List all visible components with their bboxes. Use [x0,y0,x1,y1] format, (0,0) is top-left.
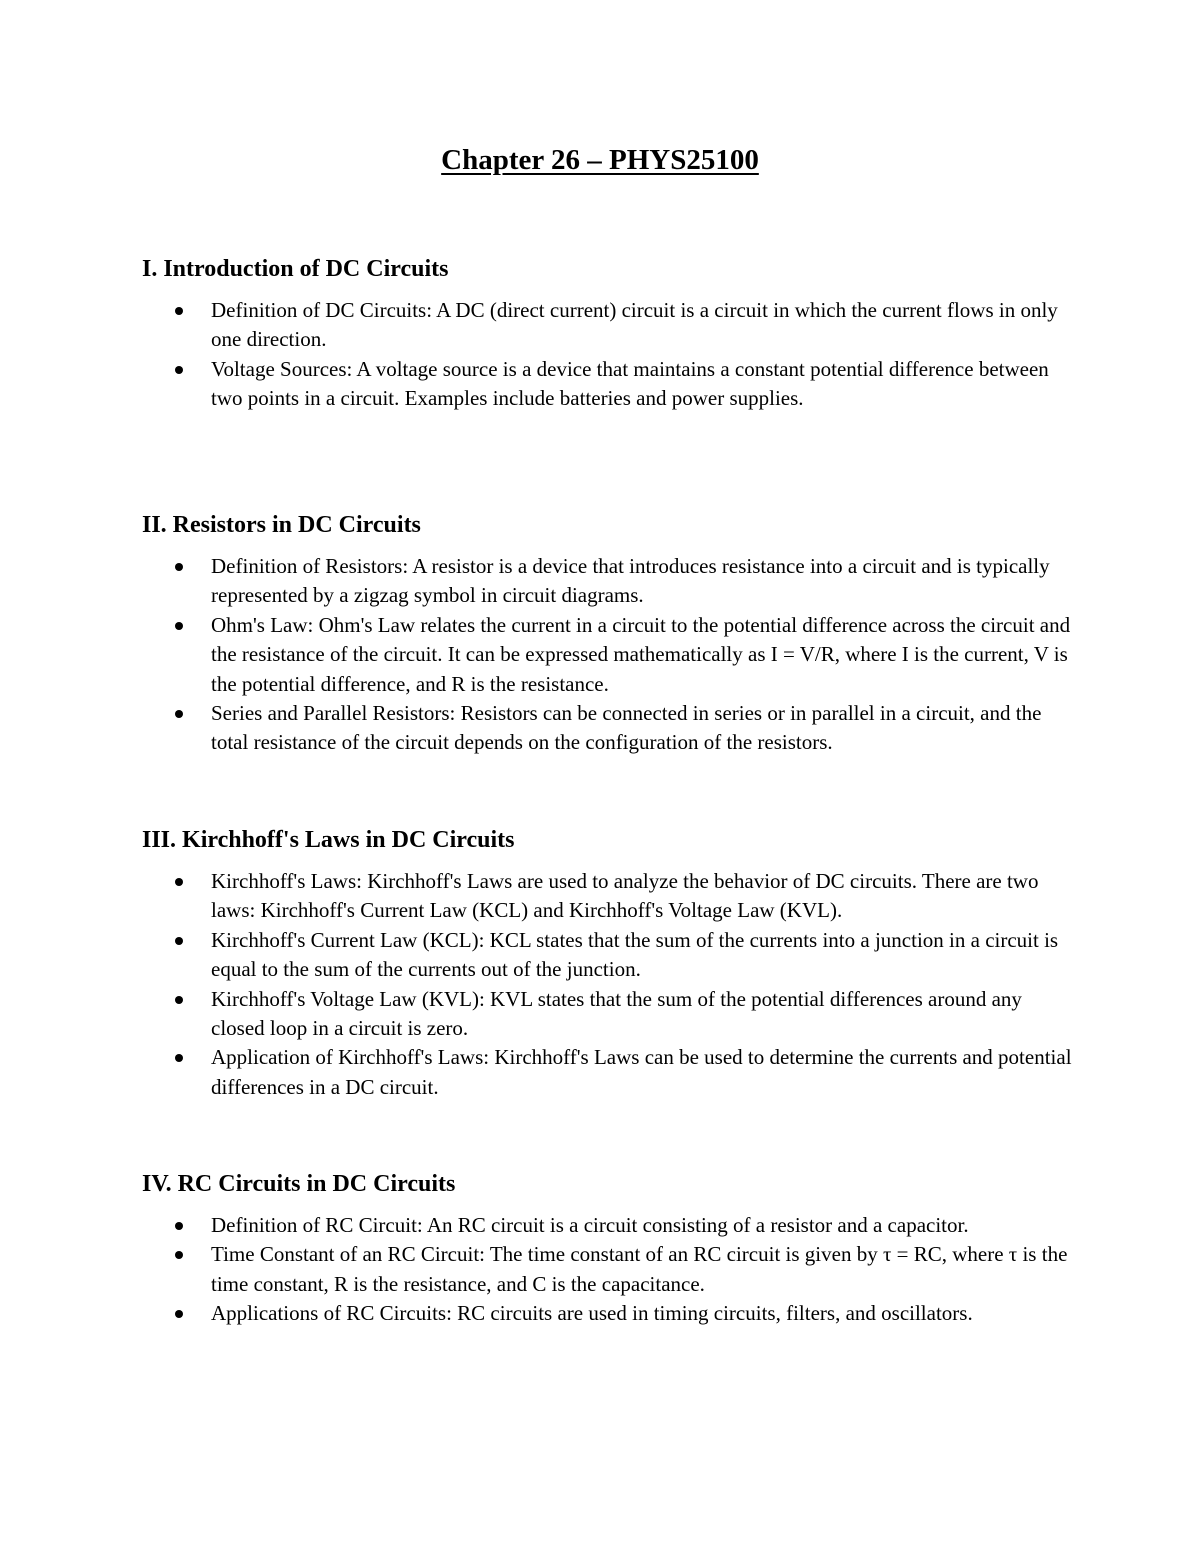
list-item-text: Kirchhoff's Current Law (KCL): KCL states that the sum of the currents into a junction in a circuit is equal to the sum of the currents out of the junction. [211,927,1059,982]
list-item-text: Definition of RC Circuit: An RC circuit is a circuit consisting of a resistor and a capacitor. [211,1213,969,1237]
list-item-text: Applications of RC Circuits: RC circuits are used in timing circuits, filters, and oscillators. [211,1301,973,1326]
section-heading: IV. RC Circuits in DC Circuits [142,1171,456,1197]
bullet-icon [175,563,183,571]
list-item-text: Definition of Resistors: A resistor is a device that introduces resistance into a circuit and is typically represented by a zigzag symbol in circuit diagrams. [211,554,1050,608]
list-item [142,611,1072,699]
bullet-icon [175,307,183,315]
section-heading: III. Kirchhoff's Laws in DC Circuits [142,827,515,853]
list-item [142,1299,1072,1328]
list-item [142,1240,1072,1299]
list-item-text: Series and Parallel Resistors: Resistors can be connected in series or in parallel in a circuit, and the total resistance of the circuit depends on the configuration of the resistors. [211,701,1042,755]
bullet-list [142,296,1072,414]
list-item-text: Kirchhoff's Laws: Kirchhoff's Laws are used to analyze the behavior of DC circuits. There are two laws: Kirchhoff's Current Law (KCL) and Kirchhoff's Voltage Law (KVL). [211,869,1039,923]
list-item [142,926,1072,985]
bullet-icon [175,1222,183,1230]
section-heading: I. Introduction of DC Circuits [142,256,449,282]
list-item-text: Time Constant of an RC Circuit: The time constant of an RC circuit is given by τ = RC, where τ is the time constant, R is the resistance, and C is the capacitance. [211,1242,1068,1296]
bullet-icon [175,996,183,1004]
list-item [142,1211,1072,1240]
list-item [142,355,1072,414]
bullet-icon [175,1054,183,1062]
bullet-icon [175,366,183,374]
list-item-text: Definition of DC Circuits: A DC (direct current) circuit is a circuit in which the current flows in only one direction. [211,298,1058,352]
list-item-text: Kirchhoff's Voltage Law (KVL): KVL states that the sum of the potential differences around any closed loop in a circuit is zero. [211,986,1022,1041]
bullet-icon [175,1310,183,1318]
bullet-list [142,867,1072,1102]
page-title: Chapter 26 – PHYS25100 [441,144,759,176]
section-rc-circuits [142,1169,1072,1329]
list-item [142,985,1072,1044]
bullet-list [142,552,1072,758]
bullet-list [142,1211,1072,1329]
list-item [142,1043,1072,1102]
bullet-icon [175,1251,183,1259]
list-item-text: Voltage Sources: A voltage source is a device that maintains a constant potential difference between two points in a circuit. Examples include batteries and power supplies. [211,356,1049,411]
bullet-icon [175,710,183,718]
bullet-icon [175,622,183,630]
section-resistors [142,510,1072,758]
list-item [142,552,1072,611]
section-kirchhoff [142,825,1072,1102]
list-item-text: Application of Kirchhoff's Laws: Kirchhoff's Laws can be used to determine the currents and potential differences in a DC circuit. [211,1045,1072,1099]
bullet-icon [175,937,183,945]
bullet-icon [175,878,183,886]
section-heading: II. Resistors in DC Circuits [142,512,421,538]
list-item-text: Ohm's Law: Ohm's Law relates the current in a circuit to the potential difference across the circuit and the resistance of the circuit. It can be expressed mathematically as I = V/R, where I is the current, V is the potential difference, and R is the resistance. [211,612,1071,696]
list-item [142,296,1072,355]
list-item [142,699,1072,758]
list-item [142,867,1072,926]
section-introduction [142,254,1072,414]
